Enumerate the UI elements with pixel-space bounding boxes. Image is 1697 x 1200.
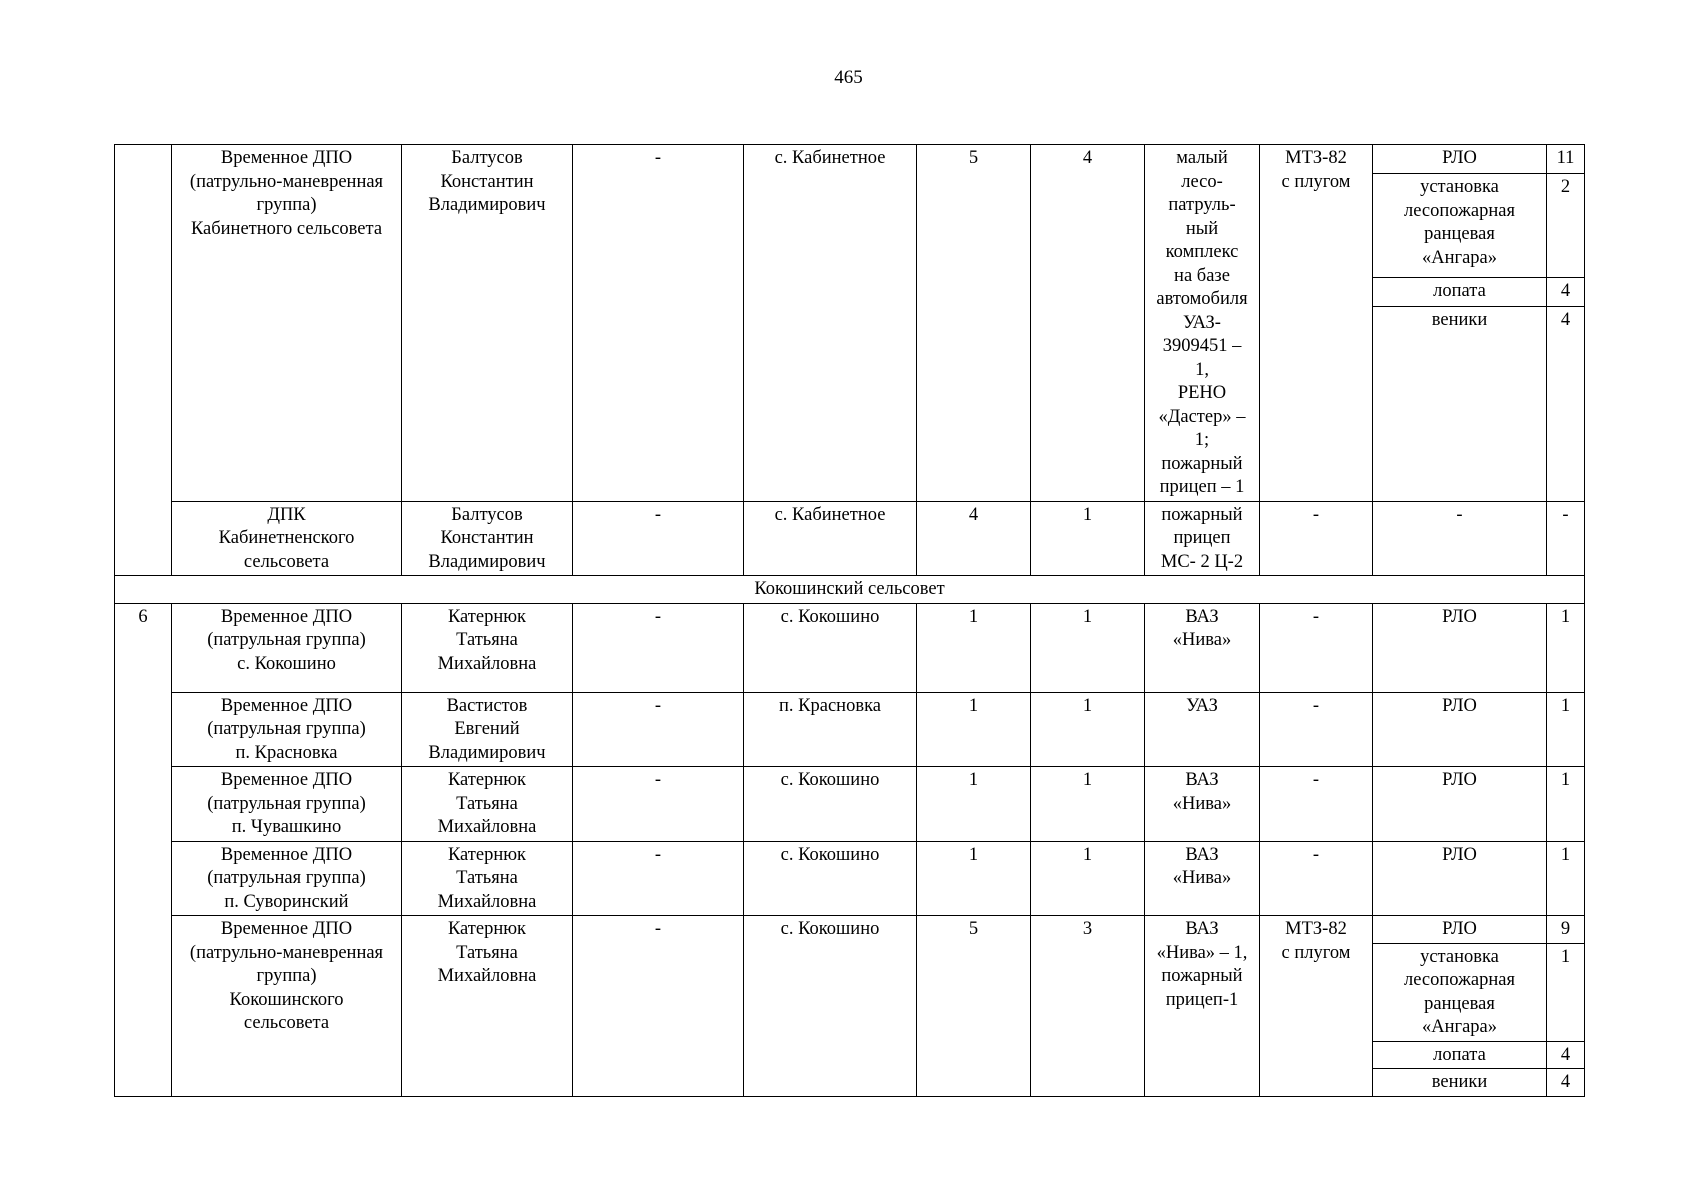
leader-cell: Балтусов Константин Владимирович — [402, 501, 573, 576]
vehicle-cell: ВАЗ «Нива» — [1145, 841, 1260, 916]
persons-count-cell: 5 — [917, 916, 1031, 1097]
location-cell: с. Кокошино — [744, 841, 917, 916]
resources-table — [114, 144, 1585, 1097]
table-row — [115, 692, 1585, 767]
persons-count-cell: 4 — [917, 501, 1031, 576]
tractor-cell: - — [1260, 767, 1373, 842]
tractor-cell: МТЗ-82 с плугом — [1260, 145, 1373, 502]
leader-cell: Катернюк Татьяна Михайловна — [402, 916, 573, 1097]
page-number: 465 — [834, 67, 863, 88]
count-cell: 1 — [1031, 767, 1145, 842]
equipment-qty-cell: 9 — [1547, 916, 1585, 944]
count-cell: 1 — [1031, 603, 1145, 692]
leader-cell: Балтусов Константин Владимирович — [402, 145, 573, 502]
equipment-qty-cell: 1 — [1547, 943, 1585, 1041]
equipment-qty-cell: 11 — [1547, 145, 1585, 174]
equipment-qty-cell: 2 — [1547, 174, 1585, 278]
location-cell: с. Кабинетное — [744, 501, 917, 576]
phone-cell: - — [573, 767, 744, 842]
equipment-item-cell: РЛО — [1373, 603, 1547, 692]
tractor-cell: - — [1260, 603, 1373, 692]
persons-count-cell: 1 — [917, 841, 1031, 916]
persons-count-cell: 1 — [917, 692, 1031, 767]
equipment-item-cell: РЛО — [1373, 145, 1547, 174]
vehicle-cell: УАЗ — [1145, 692, 1260, 767]
count-cell: 1 — [1031, 501, 1145, 576]
phone-cell: - — [573, 692, 744, 767]
equipment-qty-cell: 1 — [1547, 692, 1585, 767]
unit-name-cell: Временное ДПО (патрульная группа) п. Суворинский — [172, 841, 402, 916]
row-number-cell — [115, 145, 172, 576]
equipment-item-cell: веники — [1373, 306, 1547, 501]
unit-name-cell: Временное ДПО (патрульно-маневренная группа) Кабинетного сельсовета — [172, 145, 402, 502]
equipment-item-cell: - — [1373, 501, 1547, 576]
phone-cell: - — [573, 841, 744, 916]
table-row — [115, 501, 1585, 576]
equipment-item-cell: РЛО — [1373, 767, 1547, 842]
table-row — [115, 603, 1585, 692]
tractor-cell: - — [1260, 841, 1373, 916]
persons-count-cell: 1 — [917, 767, 1031, 842]
table-row — [115, 767, 1585, 842]
equipment-item-cell: лопата — [1373, 1041, 1547, 1069]
leader-cell: Катернюк Татьяна Михайловна — [402, 841, 573, 916]
vehicle-cell: ВАЗ «Нива» – 1, пожарный прицеп-1 — [1145, 916, 1260, 1097]
table-row — [115, 145, 1585, 174]
equipment-qty-cell: 4 — [1547, 1069, 1585, 1097]
equipment-qty-cell: 1 — [1547, 767, 1585, 842]
vehicle-cell: ВАЗ «Нива» — [1145, 603, 1260, 692]
tractor-cell: МТЗ-82 с плугом — [1260, 916, 1373, 1097]
count-cell: 4 — [1031, 145, 1145, 502]
count-cell: 1 — [1031, 692, 1145, 767]
equipment-item-cell: лопата — [1373, 277, 1547, 306]
persons-count-cell: 1 — [917, 603, 1031, 692]
tractor-cell: - — [1260, 501, 1373, 576]
unit-name-cell: Временное ДПО (патрульная группа) п. Чувашкино — [172, 767, 402, 842]
phone-cell: - — [573, 501, 744, 576]
equipment-item-cell: РЛО — [1373, 841, 1547, 916]
unit-name-cell: ДПК Кабинетненского сельсовета — [172, 501, 402, 576]
unit-name-cell: Временное ДПО (патрульная группа) п. Красновка — [172, 692, 402, 767]
count-cell: 1 — [1031, 841, 1145, 916]
location-cell: п. Красновка — [744, 692, 917, 767]
equipment-item-cell: установка лесопожарная ранцевая «Ангара» — [1373, 943, 1547, 1041]
equipment-item-cell: РЛО — [1373, 692, 1547, 767]
phone-cell: - — [573, 916, 744, 1097]
equipment-qty-cell: - — [1547, 501, 1585, 576]
equipment-qty-cell: 1 — [1547, 841, 1585, 916]
equipment-qty-cell: 1 — [1547, 603, 1585, 692]
table-row — [115, 916, 1585, 944]
vehicle-cell: пожарный прицеп МС- 2 Ц-2 — [1145, 501, 1260, 576]
equipment-qty-cell: 4 — [1547, 306, 1585, 501]
leader-cell: Катернюк Татьяна Михайловна — [402, 767, 573, 842]
equipment-qty-cell: 4 — [1547, 1041, 1585, 1069]
phone-cell: - — [573, 603, 744, 692]
equipment-item-cell: веники — [1373, 1069, 1547, 1097]
table-row — [115, 841, 1585, 916]
equipment-item-cell: РЛО — [1373, 916, 1547, 944]
location-cell: с. Кабинетное — [744, 145, 917, 502]
location-cell: с. Кокошино — [744, 916, 917, 1097]
phone-cell: - — [573, 145, 744, 502]
location-cell: с. Кокошино — [744, 603, 917, 692]
persons-count-cell: 5 — [917, 145, 1031, 502]
unit-name-cell: Временное ДПО (патрульная группа) с. Кокошино — [172, 603, 402, 692]
equipment-qty-cell: 4 — [1547, 277, 1585, 306]
section-header-row — [115, 576, 1585, 604]
tractor-cell: - — [1260, 692, 1373, 767]
section-header: Кокошинский сельсовет — [115, 576, 1585, 604]
row-number-cell: 6 — [115, 603, 172, 1096]
unit-name-cell: Временное ДПО (патрульно-маневренная группа) Кокошинского сельсовета — [172, 916, 402, 1097]
leader-cell: Катернюк Татьяна Михайловна — [402, 603, 573, 692]
leader-cell: Вастистов Евгений Владимирович — [402, 692, 573, 767]
count-cell: 3 — [1031, 916, 1145, 1097]
vehicle-cell: ВАЗ «Нива» — [1145, 767, 1260, 842]
vehicle-cell: малый лесо- патруль- ный комплекс на базе автомобиля УАЗ- 3909451 – 1, РЕНО «Дастер» – 1; пожарный прицеп – 1 — [1145, 145, 1260, 502]
location-cell: с. Кокошино — [744, 767, 917, 842]
equipment-item-cell: установка лесопожарная ранцевая «Ангара» — [1373, 174, 1547, 278]
